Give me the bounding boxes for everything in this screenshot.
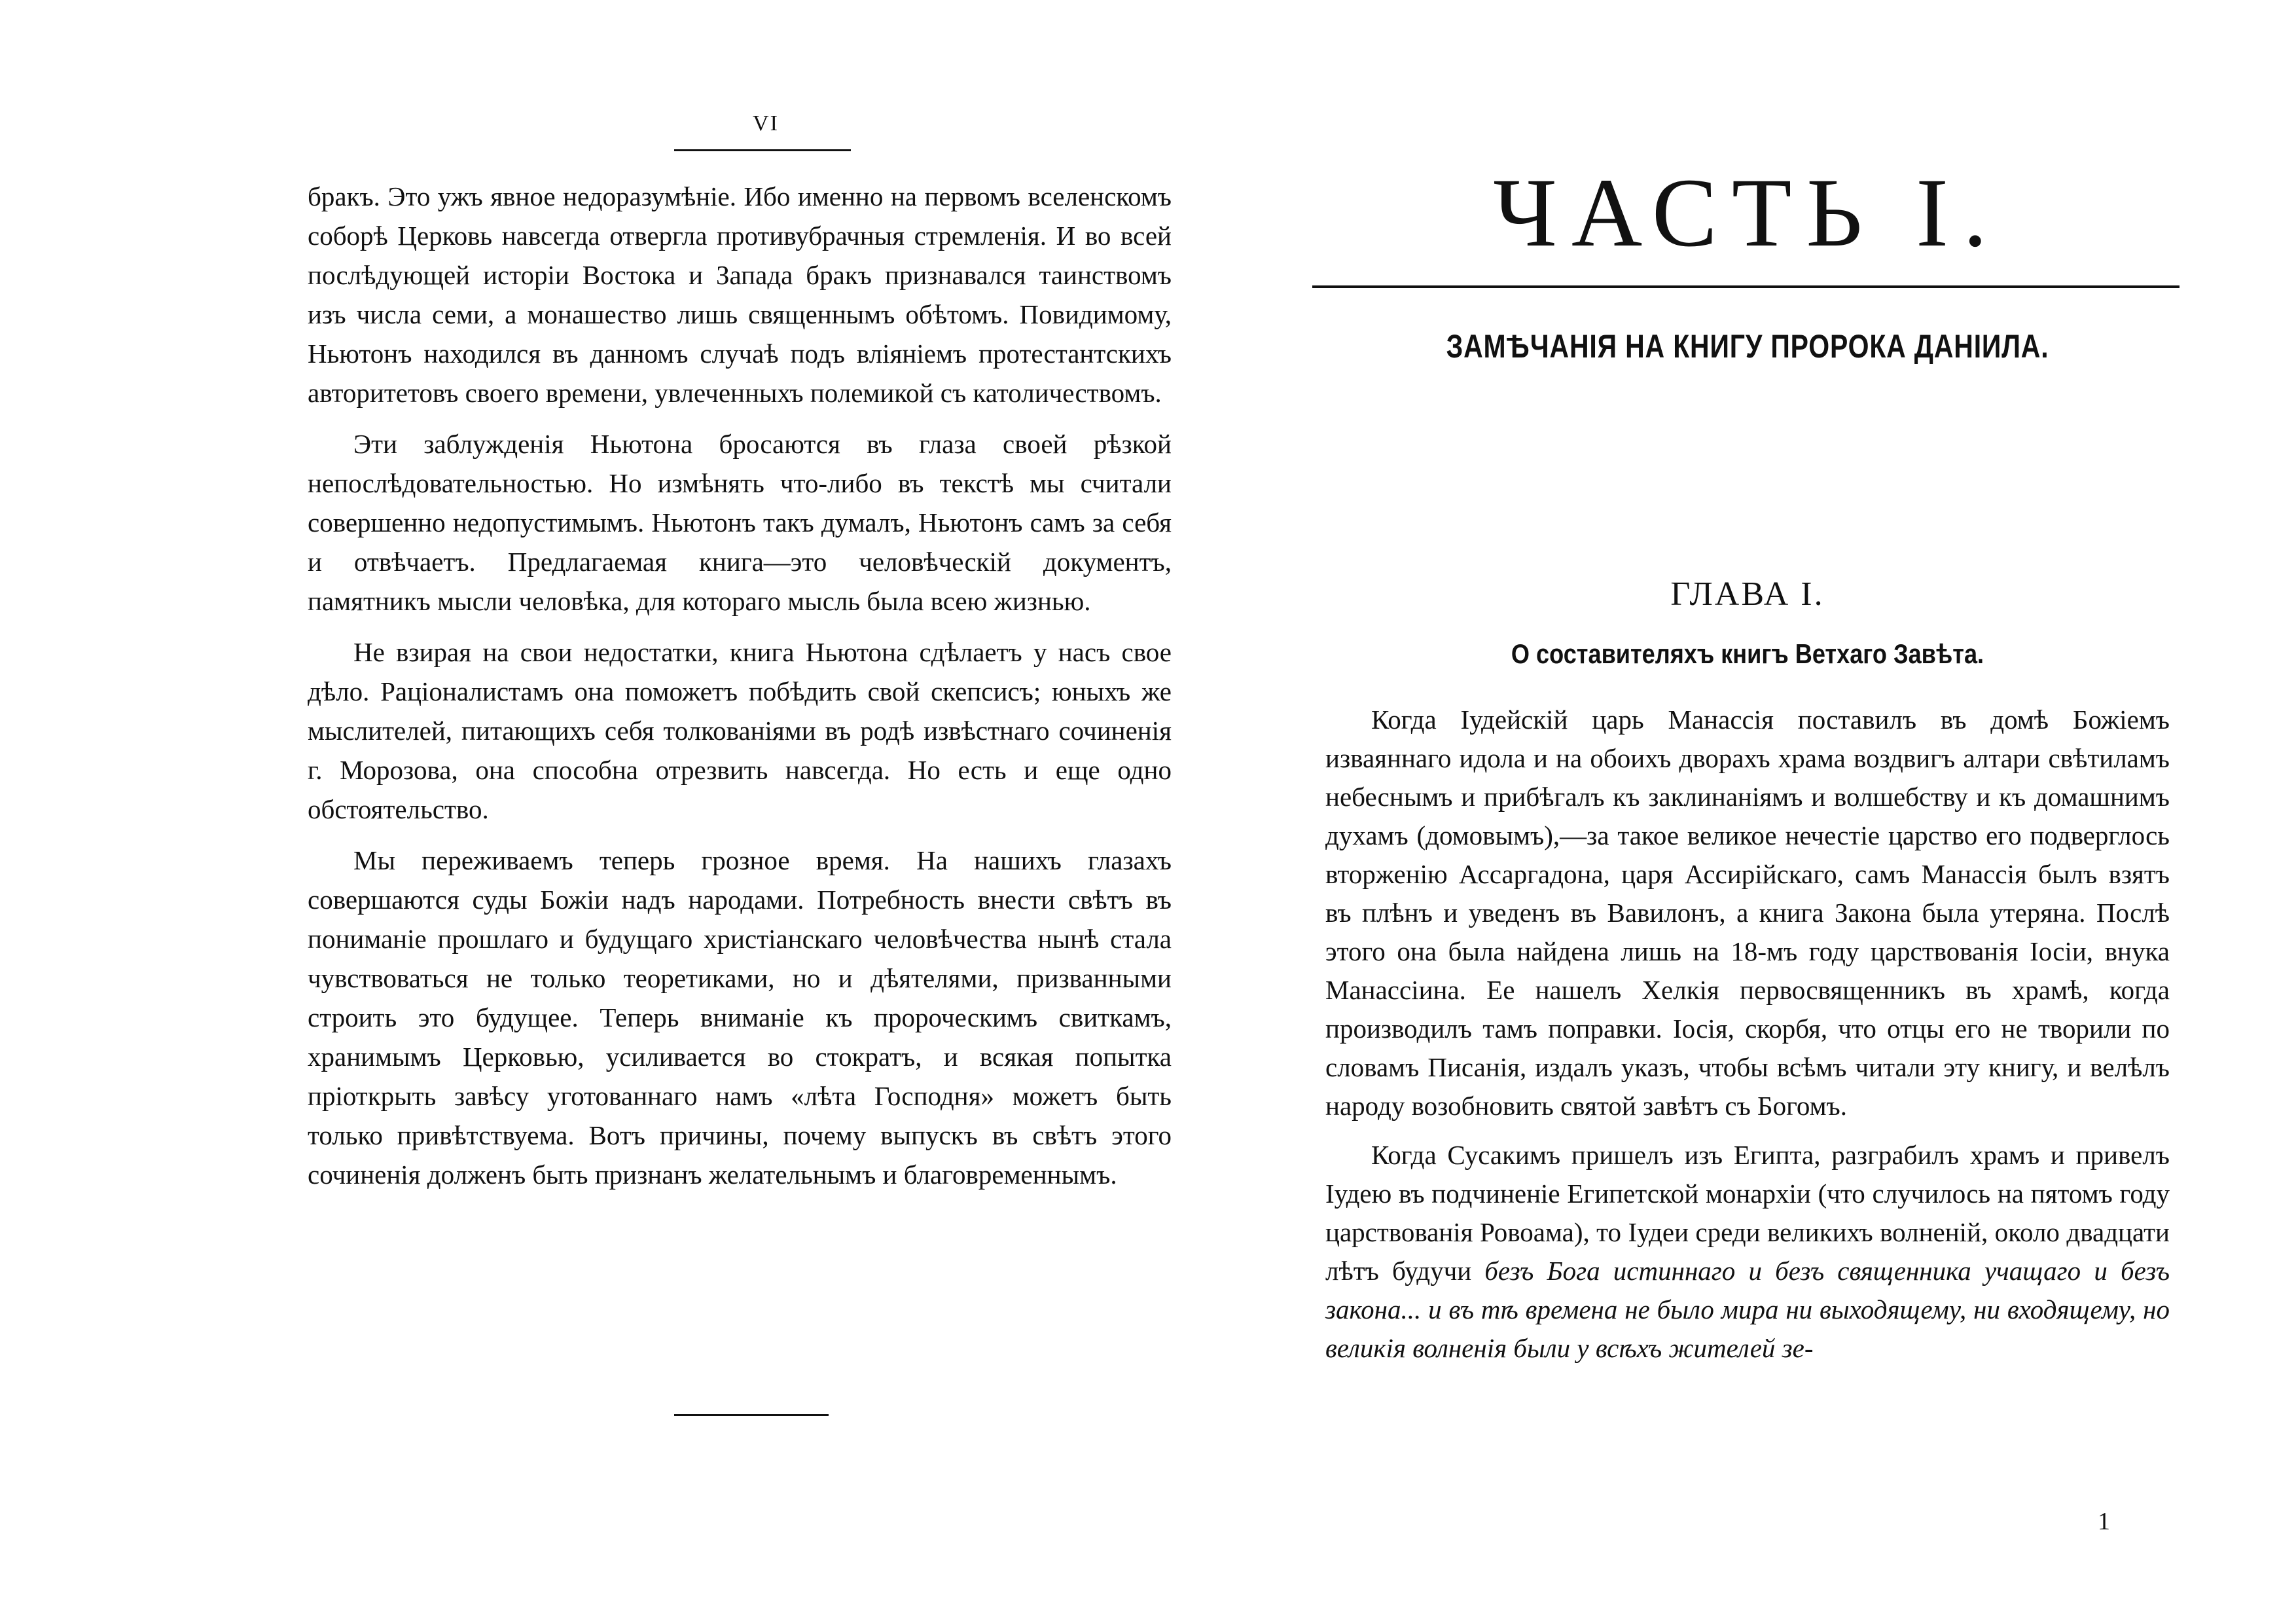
chapter-title: ГЛАВА I. [1670,575,1825,613]
paragraph: бракъ. Это ужъ явное недоразумѣніе. Ибо именно на первомъ вселенскомъ соборѣ Церковь навсегда отвергла противубрачныя стремленія. И во всей послѣдующей исторіи Востока и Запада бракъ признавался таинствомъ изъ числа семи, а монашество лишь священнымъ обѣтомъ. Повидимому, Ньютонъ находился въ данномъ случаѣ подъ вліяніемъ протестантскихъ авторитетовъ своего времени, увлеченныхъ полемикой съ католичествомъ. [308,181,1172,408]
part-title: ЧАСТЬ I. [1493,158,2002,267]
italic-quote: безъ Бога истиннаго и безъ священника учащаго и безъ закона... и въ тѣ времена не было мира ни выходящему, ни входящему, но великія волненія были у всѣхъ жителей зе- [1325,1256,2170,1363]
chapter-subtitle: О составителяхъ книгъ Ветхаго Завѣта. [1511,638,1984,669]
section-title: ЗАМѢЧАНІЯ НА КНИГУ ПРОРОКА ДАНІИЛА. [1446,328,2049,365]
paragraph: Эти заблужденія Ньютона бросаются въ глаза своей рѣзкой непослѣдовательностью. Но измѣнять что-либо въ текстѣ мы считали совершенно недопустимымъ. Ньютонъ такъ думалъ, Ньютонъ самъ за себя и отвѣчаетъ. Предлагаемая книга—это человѣческій документъ, памятникъ мысли человѣка, для котораго мысль была всею жизнью. [308,429,1172,616]
paragraph: Когда Іудейскій царь Манассія поставилъ въ домѣ Божіемъ изваяннаго идола и на обоихъ дворахъ храма воздвигъ алтари свѣтиламъ небеснымъ и прибѣгалъ къ заклинаніямъ и волшебству и къ домашнимъ духамъ (домовымъ),—за такое великое нечестіе царство его подверглось вторженію Ассаргадона, царя Ассирійскаго, самъ Манассія былъ взятъ въ плѣнъ и уведенъ въ Вавилонъ, а книга Закона была утеряна. Послѣ этого она была найдена лишь на 18-мъ году царствованія Іосіи, внука Манассіина. Ее нашелъ Хелкія первосвященникъ въ храмѣ, когда производилъ тамъ поправки. Іосія, скорбя, что отцы его не творили по словамъ Писанія, издалъ указъ, чтобы всѣмъ читали эту книгу, и велѣлъ народу возобновить святой завѣтъ съ Богомъ. [1325,704,2170,1121]
end-rule [674,1414,829,1416]
paragraph: Не взирая на свои недостатки, книга Ньютона сдѣлаетъ у насъ свое дѣло. Раціоналистамъ она поможетъ побѣдить свой скепсисъ; юныхъ же мыслителей, питающихъ себя толкованіями въ родѣ извѣстнаго сочиненія г. Морозова, она способна отрезвить навсегда. Но есть и еще одно обстоятельство. [308,637,1172,824]
page-number: VI [753,111,779,136]
header-rule [674,149,851,151]
left-page-body [308,177,1172,1206]
paragraph [1325,1136,2170,1368]
sheet-number: 1 [2098,1508,2110,1535]
part-rule [1312,285,2179,288]
paragraph: Мы переживаемъ теперь грозное время. На нашихъ глазахъ совершаются суды Божіи надъ народами. Потребность внести свѣтъ въ пониманіе прошлаго и будущаго христіанскаго человѣчества нынѣ стала чувствоваться не только теоретиками, но и дѣятелями, призванными строить это будущее. Теперь вниманіе къ пророческимъ свиткамъ, хранимымъ Церковью, усиливается во стократъ, и всякая попытка пріоткрыть завѣсу уготованнаго намъ «лѣта Господня» можетъ быть только привѣтствуема. Вотъ причины, почему выпускъ въ свѣтъ этого сочиненія долженъ быть признанъ желательнымъ и благовременнымъ. [308,845,1172,1190]
right-page-body [1325,701,2170,1378]
paragraph-text: Когда Сусакимъ пришелъ изъ Египта, разграбилъ храмъ и привелъ Іудею въ подчиненіе Египетской монархіи (что случилось на пятомъ году царствованія Ровоама), то Іудеи среди великихъ волненій, около двадцати лѣтъ будучи [1325,1140,2170,1286]
